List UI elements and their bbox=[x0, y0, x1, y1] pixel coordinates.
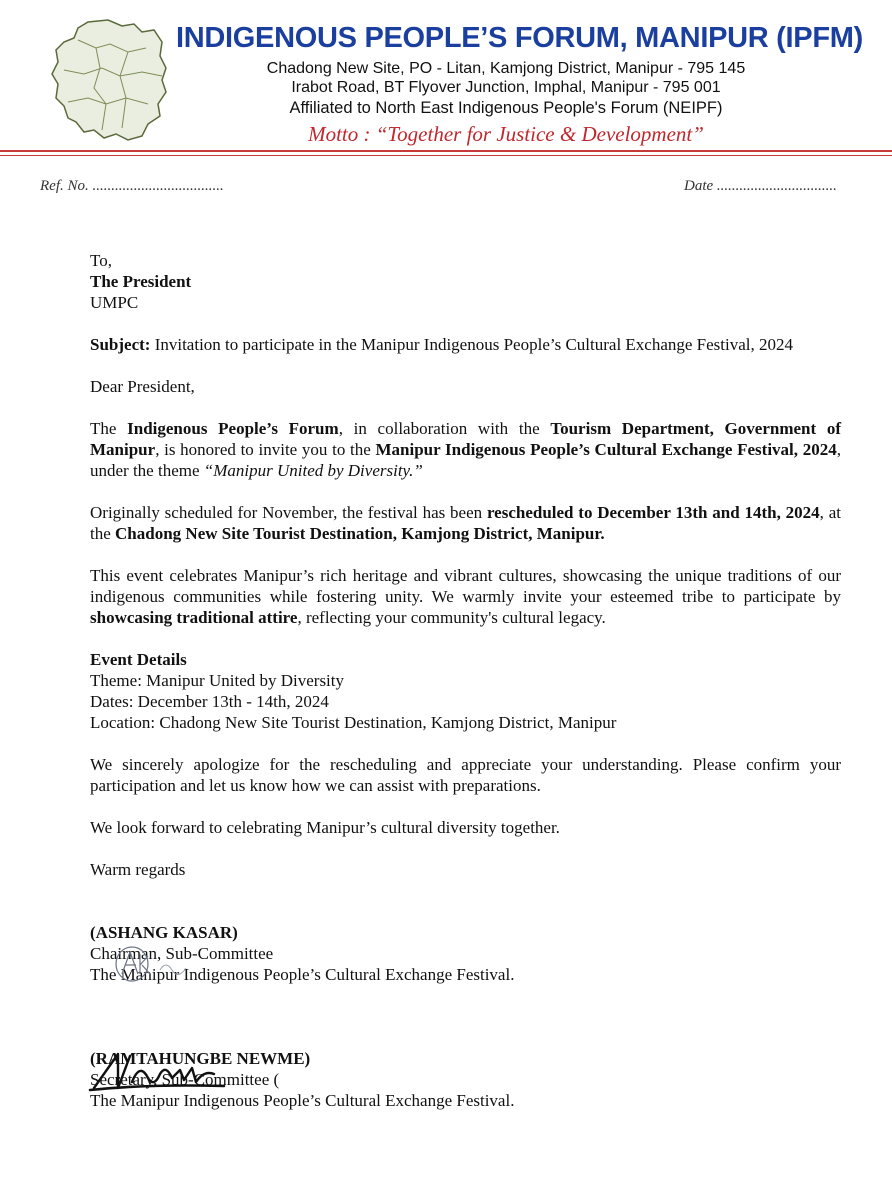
recipient-org: UMPC bbox=[90, 293, 139, 312]
signatory-1-name: (ASHANG KASAR) bbox=[90, 923, 238, 942]
header-rule-thin bbox=[0, 155, 892, 156]
signature-chairman bbox=[110, 940, 220, 985]
signatory-1-org: The Manipur Indigenous People’s Cultural Exchange Festival. bbox=[90, 965, 515, 984]
event-details-heading: Event Details bbox=[90, 650, 187, 669]
paragraph-invitation: The Indigenous People’s Forum, in collaboration with the Tourism Department, Government of Manipur, is honored to invite you to the Manipur Indigenous People’s Cultural Exchange Festival, 2024, under the theme “Manipur United by Diversity.” bbox=[90, 419, 841, 480]
paragraph-apology: We sincerely apologize for the rescheduling and appreciate your understanding. Please confirm your participation and let us know how we can assist with preparations. bbox=[90, 755, 841, 795]
paragraph-event-description: This event celebrates Manipur’s rich heritage and vibrant cultures, showcasing the unique traditions of our indigenous communities while fostering unity. We warmly invite your esteemed tribe to participate by showcasing traditional attire, reflecting your community's cultural legacy. bbox=[90, 566, 841, 627]
recipient-title: The President bbox=[90, 272, 192, 291]
organization-name: INDIGENOUS PEOPLE’S FORUM, MANIPUR (IPFM) bbox=[176, 22, 863, 54]
paragraph-closing-remark: We look forward to celebrating Manipur’s cultural diversity together. bbox=[90, 818, 560, 837]
event-dates: Dates: December 13th - 14th, 2024 bbox=[90, 692, 329, 711]
manipur-map-logo bbox=[50, 18, 170, 143]
header-rule bbox=[0, 150, 892, 152]
paragraph-reschedule: Originally scheduled for November, the festival has been rescheduled to December 13th and 14th, 2024, at the Chadong New Site Tourist Destination, Kamjong District, Manipur. bbox=[90, 503, 841, 543]
signatory-2-name: (RAMTAHUNGBE NEWME) bbox=[90, 1049, 311, 1068]
subject-line bbox=[90, 334, 841, 355]
address-line-1: Chadong New Site, PO - Litan, Kamjong District, Manipur - 795 145 bbox=[266, 60, 746, 77]
signatory-2-org: The Manipur Indigenous People’s Cultural Exchange Festival. bbox=[90, 1091, 515, 1110]
date-field: Date ................................ bbox=[684, 178, 837, 194]
event-theme: Theme: Manipur United by Diversity bbox=[90, 671, 345, 690]
ref-number-field: Ref. No. ................................... bbox=[40, 178, 224, 194]
signature-secretary bbox=[88, 1048, 228, 1100]
subject-text: Invitation to participate in the Manipur Indigenous People’s Cultural Exchange Festival, 2024 bbox=[150, 335, 794, 354]
signatory-2-role: Secretary, Sub-Committee ( bbox=[90, 1070, 280, 1089]
greeting: Dear President, bbox=[90, 377, 195, 396]
motto: Motto : “Together for Justice & Development” bbox=[308, 122, 704, 146]
to-line: To, bbox=[90, 251, 112, 270]
subject-label: Subject: bbox=[90, 335, 151, 354]
closing: Warm regards bbox=[90, 860, 186, 879]
signatory-1-role: Chairman, Sub-Committee bbox=[90, 944, 274, 963]
event-location: Location: Chadong New Site Tourist Destination, Kamjong District, Manipur bbox=[90, 713, 617, 732]
address-line-2: Irabot Road, BT Flyover Junction, Imphal, Manipur - 795 001 bbox=[291, 79, 721, 96]
affiliation-line: Affiliated to North East Indigenous People's Forum (NEIPF) bbox=[289, 99, 723, 117]
